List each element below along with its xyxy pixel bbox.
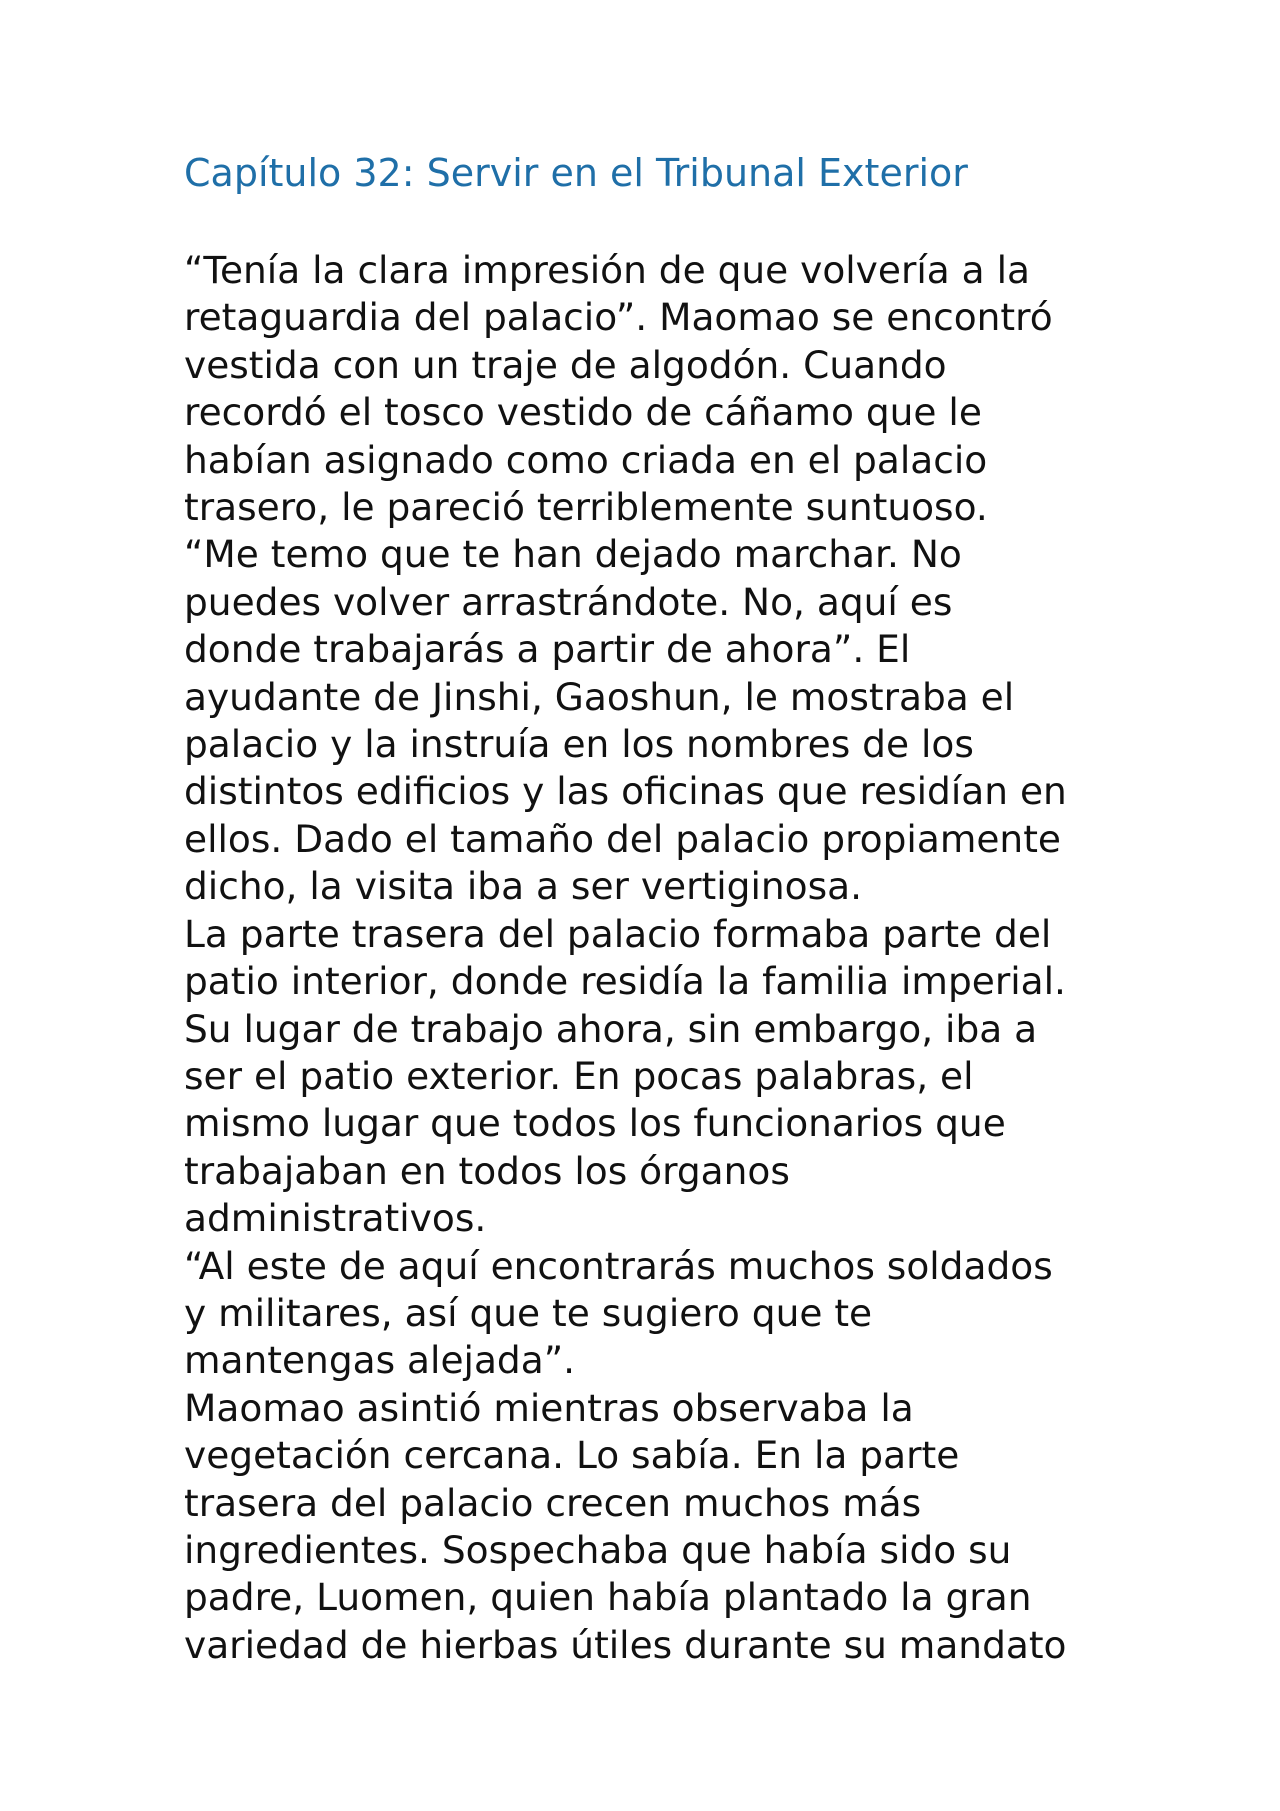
text-line: recordó el tosco vestido de cáñamo que le: [184, 390, 982, 435]
text-line: donde trabajarás a partir de ahora”. El: [184, 627, 911, 672]
text-line: trasero, le pareció terriblemente suntuoso.: [184, 485, 988, 530]
text-line: Maomao asintió mientras observaba la: [184, 1385, 914, 1430]
page-content: [184, 150, 1124, 1669]
text-line: Su lugar de trabajo ahora, sin embargo, iba a: [184, 1006, 1038, 1051]
text-line: palacio y la instruía en los nombres de los: [184, 722, 974, 767]
text-line: retaguardia del palacio”. Maomao se encontró: [184, 295, 1053, 340]
text-line: vestida con un traje de algodón. Cuando: [184, 342, 947, 387]
text-line: “Me temo que te han dejado marchar. No: [184, 532, 962, 577]
text-line: ingredientes. Sospechaba que había sido su: [184, 1527, 1012, 1572]
text-line: dicho, la visita iba a ser vertiginosa.: [184, 864, 863, 909]
text-line: “Al este de aquí encontrarás muchos soldados: [184, 1243, 1053, 1288]
text-line: mismo lugar que todos los funcionarios que: [184, 1101, 1006, 1146]
text-line: ser el patio exterior. En pocas palabras, el: [184, 1053, 974, 1098]
text-line: trabajaban en todos los órganos: [184, 1148, 790, 1193]
text-line: mantengas alejada”.: [184, 1338, 576, 1383]
text-line: puedes volver arrastrándote. No, aquí es: [184, 579, 953, 624]
text-line: “Tenía la clara impresión de que volvería a la: [184, 248, 1030, 292]
text-line: administrativos.: [184, 1196, 487, 1241]
text-line: patio interior, donde residía la familia imperial.: [184, 959, 1066, 1004]
text-line: ayudante de Jinshi, Gaoshun, le mostraba el: [184, 674, 1015, 719]
text-line: distintos edificios y las oficinas que residían en: [184, 769, 1067, 814]
text-line: y militares, así que te sugiero que te: [184, 1290, 873, 1335]
text-line: habían asignado como criada en el palacio: [184, 437, 988, 482]
text-line: La parte trasera del palacio formaba parte del: [184, 911, 1052, 956]
text-line: trasera del palacio crecen muchos más: [184, 1480, 922, 1525]
text-line: ellos. Dado el tamaño del palacio propiamente: [184, 816, 1061, 861]
chapter-title: Capítulo 32: Servir en el Tribunal Exterior: [184, 151, 968, 195]
text-line: padre, Luomen, quien había plantado la gran: [184, 1575, 1032, 1620]
text-line: variedad de hierbas útiles durante su mandato: [184, 1622, 1067, 1667]
text-line: vegetación cercana. Lo sabía. En la parte: [184, 1433, 960, 1478]
body-text: [184, 247, 1124, 1669]
